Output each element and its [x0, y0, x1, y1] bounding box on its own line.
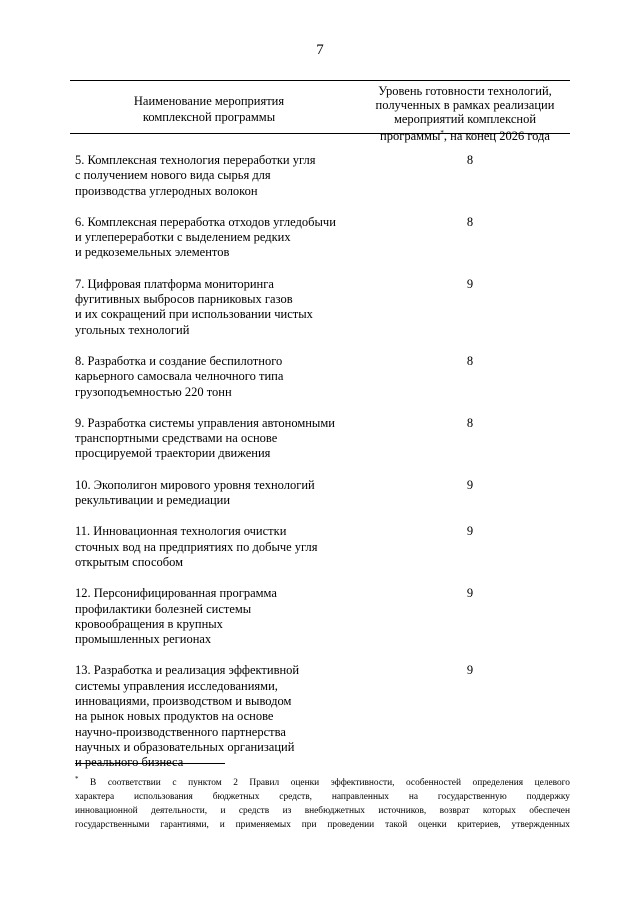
row-name: [75, 277, 375, 338]
row-name: [75, 478, 375, 509]
table-row: [75, 354, 570, 400]
table-row: [75, 215, 570, 261]
header-name-line: комплексной программы: [142, 110, 276, 124]
row-name-line: 5. Комплексная технология переработки угля: [75, 153, 316, 167]
row-name-line: научно-производственного партнерства: [75, 724, 286, 739]
row-name-line: промышленных регионах: [75, 632, 212, 647]
header-name-column: [70, 93, 348, 125]
row-name-line: и редкоземельных элементов: [75, 245, 230, 260]
footnote-divider: [75, 763, 225, 764]
header-level-column: [360, 84, 570, 143]
row-name-line: производства углеродных волокон: [75, 183, 258, 198]
table-row: [75, 416, 570, 462]
row-name-line: и их сокращений при использовании чистых: [75, 307, 313, 322]
row-name-line: кровообращения в крупных: [75, 616, 223, 631]
row-name-line: на рынок новых продуктов на основе: [75, 709, 274, 724]
row-readiness-level: 9: [466, 586, 474, 601]
row-readiness-level: 9: [466, 524, 474, 539]
table-row: [75, 524, 570, 570]
footnote-line: инновационной деятельности, и средств из внебюджетных источников, возврат которых обеспечен: [75, 806, 570, 817]
row-name-line: угольных технологий: [75, 322, 190, 337]
footnote-marker: *: [75, 775, 79, 783]
table-row: [75, 586, 570, 647]
row-name-line: транспортными средствами на основе: [75, 431, 278, 446]
header-level-text: программы: [380, 129, 441, 144]
table-body: [75, 153, 570, 787]
row-name-line: 9. Разработка системы управления автономными: [75, 415, 335, 430]
row-name-line: 11. Инновационная технология очистки: [75, 524, 287, 539]
row-name-line: просцируемой траектории движения: [75, 446, 271, 461]
row-name-line: 6. Комплексная переработка отходов угледобычи: [75, 214, 336, 229]
table-row: [75, 478, 570, 509]
row-name-line: с получением нового вида сырья для: [75, 168, 271, 183]
row-name-line: рекультивации и ремедиации: [75, 493, 231, 508]
row-name-line: 7. Цифровая платформа мониторинга: [75, 276, 274, 291]
header-name-line: Наименование мероприятия: [133, 94, 285, 108]
header-level-line: мероприятий комплексной: [393, 112, 537, 126]
row-name-line: 12. Персонифицированная программа: [75, 586, 277, 601]
row-name-line: системы управления исследованиями,: [75, 678, 278, 693]
page-number: 7: [316, 42, 324, 58]
row-name-line: фугитивных выбросов парниковых газов: [75, 292, 293, 307]
row-name: [75, 524, 375, 570]
header-level-text: , на конец 2026 года: [443, 129, 550, 144]
row-name-line: и углепереработки с выделением редких: [75, 230, 291, 245]
table-row: [75, 153, 570, 199]
row-name: [75, 663, 375, 770]
row-name-line: карьерного самосвала челночного типа: [75, 369, 284, 384]
footnote: [75, 772, 570, 832]
header-level-line: [360, 126, 570, 143]
row-name-line: профилактики болезней системы: [75, 601, 252, 616]
table-row: [75, 277, 570, 338]
footnote-line: [75, 772, 570, 790]
row-readiness-level: 8: [466, 353, 474, 368]
row-name: [75, 153, 375, 199]
header-level-line: полученных в рамках реализации: [375, 98, 555, 112]
row-name-line: сточных вод на предприятиях по добыче угля: [75, 539, 318, 554]
footnote-text: В соответствии с пунктом 2 Правил оценки эффективности, особенностей определения целевого: [78, 778, 570, 789]
table-row: [75, 663, 570, 770]
row-readiness-level: 8: [466, 214, 474, 229]
footnote-line: характера использования бюджетных средств, направленных на государственную поддержку: [75, 792, 570, 803]
row-name-line: грузоподъемностью 220 тонн: [75, 384, 232, 399]
row-readiness-level: 9: [466, 477, 474, 492]
row-name-line: 13. Разработка и реализация эффективной: [75, 663, 300, 678]
footnote-ref: *: [440, 129, 444, 137]
row-name-line: инновациями, производством и выводом: [75, 694, 292, 709]
footnote-line: государственными гарантиями, и применяемых при проведении такой оценки критериев, утвержденных: [75, 820, 570, 831]
row-readiness-level: 8: [466, 153, 474, 167]
row-name: [75, 354, 375, 400]
row-name-line: научных и образовательных организаций: [75, 739, 295, 754]
row-name-line: 8. Разработка и создание беспилотного: [75, 353, 283, 368]
row-readiness-level: 9: [466, 276, 474, 291]
row-name-line: открытым способом: [75, 554, 184, 569]
header-level-line: Уровень готовности технологий,: [378, 84, 552, 98]
row-name: [75, 215, 375, 261]
row-name-line: 10. Экополигон мирового уровня технологий: [75, 477, 315, 492]
row-name: [75, 416, 375, 462]
row-readiness-level: 9: [466, 663, 474, 678]
row-readiness-level: 8: [466, 415, 474, 430]
row-name: [75, 586, 375, 647]
row-name-line: и реального бизнеса: [75, 755, 184, 770]
table-header: [70, 80, 570, 144]
